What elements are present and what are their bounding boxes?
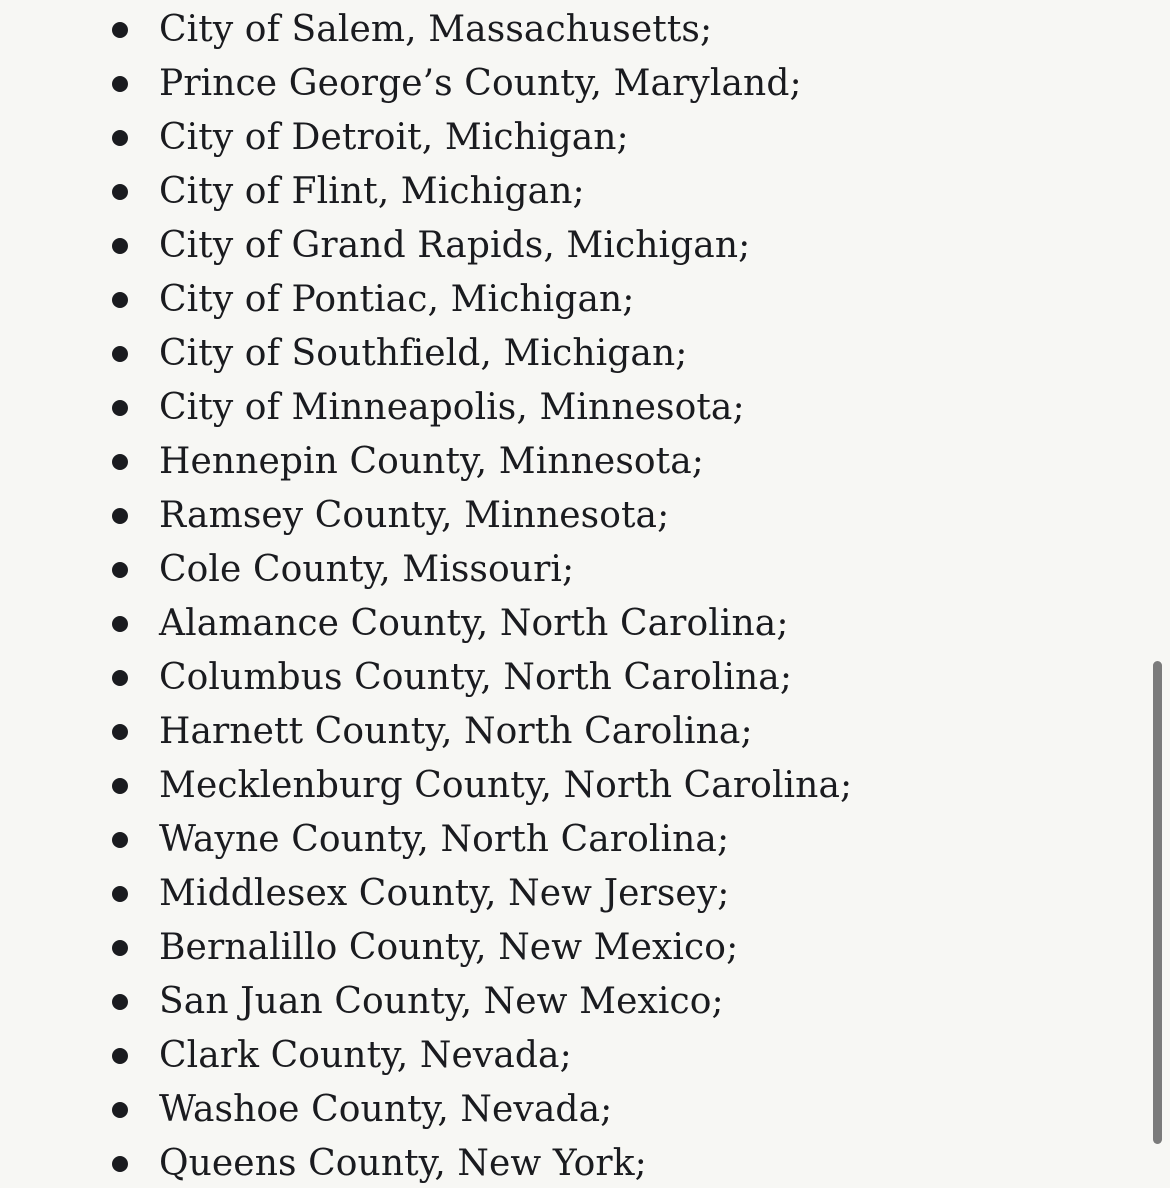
list-item bbox=[0, 111, 852, 165]
bullet-dot-icon bbox=[112, 346, 128, 362]
list-item bbox=[0, 1029, 852, 1083]
list-item-text: Washoe County, Nevada; bbox=[159, 1089, 613, 1130]
bullet-dot-icon bbox=[112, 1048, 128, 1064]
list-item bbox=[0, 543, 852, 597]
bullet-dot-icon bbox=[112, 886, 128, 902]
list-item-text: City of Salem, Massachusetts; bbox=[159, 9, 713, 50]
list-item-text: Alamance County, North Carolina; bbox=[159, 603, 789, 644]
list-item bbox=[0, 1083, 852, 1137]
list-item bbox=[0, 3, 852, 57]
list-item-text: Bernalillo County, New Mexico; bbox=[159, 927, 739, 968]
bullet-dot-icon bbox=[112, 832, 128, 848]
bullet-dot-icon bbox=[112, 1102, 128, 1118]
list-item-text: Cole County, Missouri; bbox=[159, 549, 575, 590]
list-item bbox=[0, 327, 852, 381]
list-item-text: City of Pontiac, Michigan; bbox=[159, 279, 635, 320]
bullet-dot-icon bbox=[112, 130, 128, 146]
list-item-text: City of Grand Rapids, Michigan; bbox=[159, 225, 751, 266]
list-item-text: Mecklenburg County, North Carolina; bbox=[159, 765, 853, 806]
list-item-text: Hennepin County, Minnesota; bbox=[159, 441, 705, 482]
bullet-dot-icon bbox=[112, 238, 128, 254]
list-item bbox=[0, 651, 852, 705]
list-item-text: Harnett County, North Carolina; bbox=[159, 711, 753, 752]
list-item-text: Prince George’s County, Maryland; bbox=[159, 63, 802, 104]
list-item bbox=[0, 867, 852, 921]
bullet-dot-icon bbox=[112, 400, 128, 416]
bullet-dot-icon bbox=[112, 22, 128, 38]
bullet-dot-icon bbox=[112, 994, 128, 1010]
list-item bbox=[0, 165, 852, 219]
bullet-dot-icon bbox=[112, 454, 128, 470]
bullet-dot-icon bbox=[112, 616, 128, 632]
list-item-text: Columbus County, North Carolina; bbox=[159, 657, 793, 698]
bullet-dot-icon bbox=[112, 940, 128, 956]
list-item bbox=[0, 1137, 852, 1188]
list-item-text: City of Southfield, Michigan; bbox=[159, 333, 688, 374]
list-item-text: City of Detroit, Michigan; bbox=[159, 117, 629, 158]
bullet-dot-icon bbox=[112, 508, 128, 524]
bullet-dot-icon bbox=[112, 778, 128, 794]
list-item bbox=[0, 219, 852, 273]
list-item bbox=[0, 705, 852, 759]
list-item-text: Clark County, Nevada; bbox=[159, 1035, 572, 1076]
bullet-dot-icon bbox=[112, 724, 128, 740]
list-item bbox=[0, 381, 852, 435]
list-item-text: Middlesex County, New Jersey; bbox=[159, 873, 730, 914]
list-item-text: San Juan County, New Mexico; bbox=[159, 981, 724, 1022]
bullet-dot-icon bbox=[112, 292, 128, 308]
list-item bbox=[0, 273, 852, 327]
list-item-text: Ramsey County, Minnesota; bbox=[159, 495, 670, 536]
list-item bbox=[0, 813, 852, 867]
list-item-text: Queens County, New York; bbox=[159, 1143, 647, 1184]
bullet-dot-icon bbox=[112, 670, 128, 686]
list-item bbox=[0, 435, 852, 489]
list-item bbox=[0, 57, 852, 111]
list-item-text: Wayne County, North Carolina; bbox=[159, 819, 730, 860]
jurisdiction-list bbox=[0, 3, 852, 1188]
scrollbar-thumb[interactable] bbox=[1153, 661, 1162, 1144]
list-item bbox=[0, 597, 852, 651]
bullet-dot-icon bbox=[112, 76, 128, 92]
list-item-text: City of Minneapolis, Minnesota; bbox=[159, 387, 745, 428]
list-item bbox=[0, 759, 852, 813]
bullet-dot-icon bbox=[112, 1156, 128, 1172]
list-item-text: City of Flint, Michigan; bbox=[159, 171, 585, 212]
list-item bbox=[0, 921, 852, 975]
bullet-dot-icon bbox=[112, 184, 128, 200]
bullet-dot-icon bbox=[112, 562, 128, 578]
list-item bbox=[0, 489, 852, 543]
list-item bbox=[0, 975, 852, 1029]
